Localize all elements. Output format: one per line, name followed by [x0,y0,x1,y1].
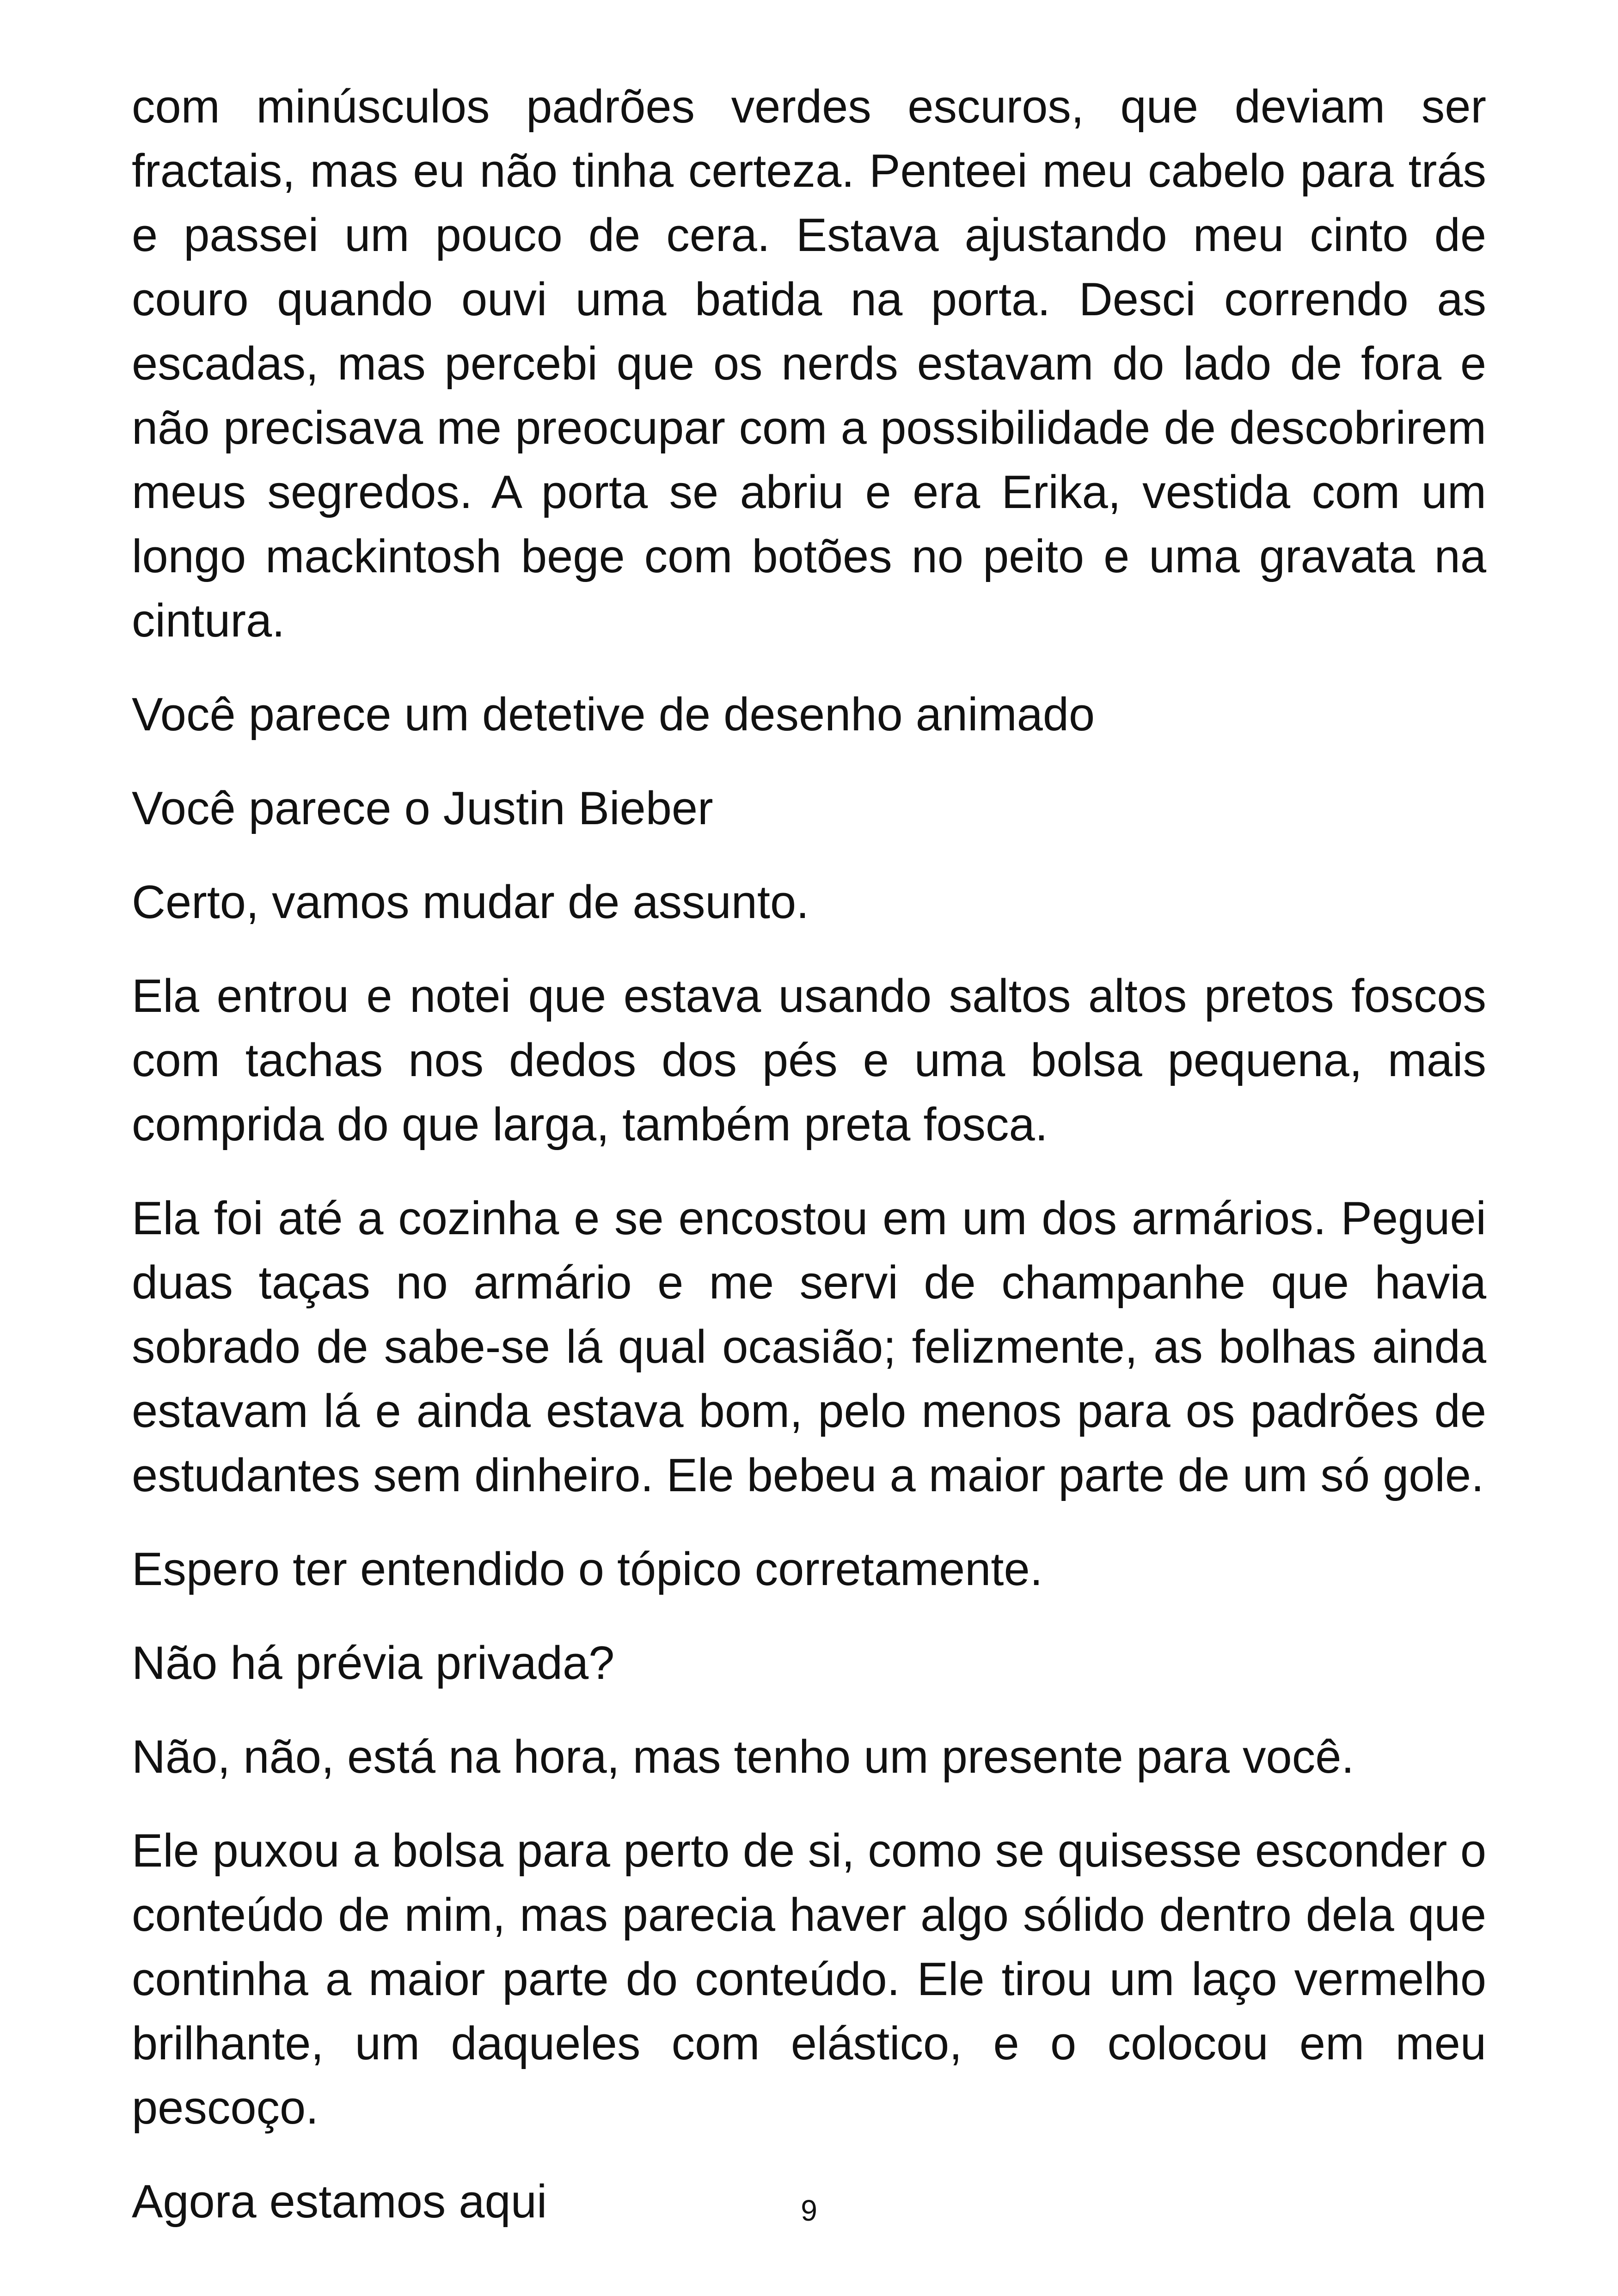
page-number: 9 [801,2194,817,2227]
paragraph-11: Agora estamos aqui [132,2176,547,2228]
paragraph-1: com minúsculos padrões verdes escuros, que deviam ser fractais, mas eu não tinha certeza. Penteei meu cabelo para trás e passei um pouco de cera. Estava ajustando meu cinto de couro quando ouvi uma batida na porta. Desci correndo as escadas, mas percebi que os nerds estavam do lado de fora e não precisava me preocupar com a possibilidade de descobrirem meus segredos. A porta se abriu e era Erika, vestida com um longo mackintosh bege com botões no peito e uma gravata na cintura. [132,81,1486,647]
paragraph-7: Espero ter entendido o tópico corretamente. [132,1543,1043,1595]
paragraph-10: Ele puxou a bolsa para perto de si, como se quisesse esconder o conteúdo de mim, mas parecia haver algo sólido dentro dela que continha a maior parte do conteúdo. Ele tirou um laço vermelho brilhante, um daqueles com elástico, e o colocou em meu pescoço. [132,1825,1486,2134]
paragraph-2: Você parece um detetive de desenho animado [132,689,1095,741]
paragraph-6: Ela foi até a cozinha e se encostou em um dos armários. Peguei duas taças no armário e me servi de champanhe que havia sobrado de sabe-se lá qual ocasião; felizmente, as bolhas ainda estavam lá e ainda estava bom, pelo menos para os padrões de estudantes sem dinheiro. Ele bebeu a maior parte de um só gole. [132,1193,1486,1501]
paragraph-3: Você parece o Justin Bieber [132,783,713,834]
paragraph-4: Certo, vamos mudar de assunto. [132,876,809,928]
body-text [132,75,1486,2264]
paragraph-5: Ela entrou e notei que estava usando saltos altos pretos foscos com tachas nos dedos dos pés e uma bolsa pequena, mais comprida do que larga, também preta fosca. [132,970,1486,1151]
paragraph-8: Não há prévia privada? [132,1637,615,1689]
paragraph-9: Não, não, está na hora, mas tenho um presente para você. [132,1731,1354,1783]
